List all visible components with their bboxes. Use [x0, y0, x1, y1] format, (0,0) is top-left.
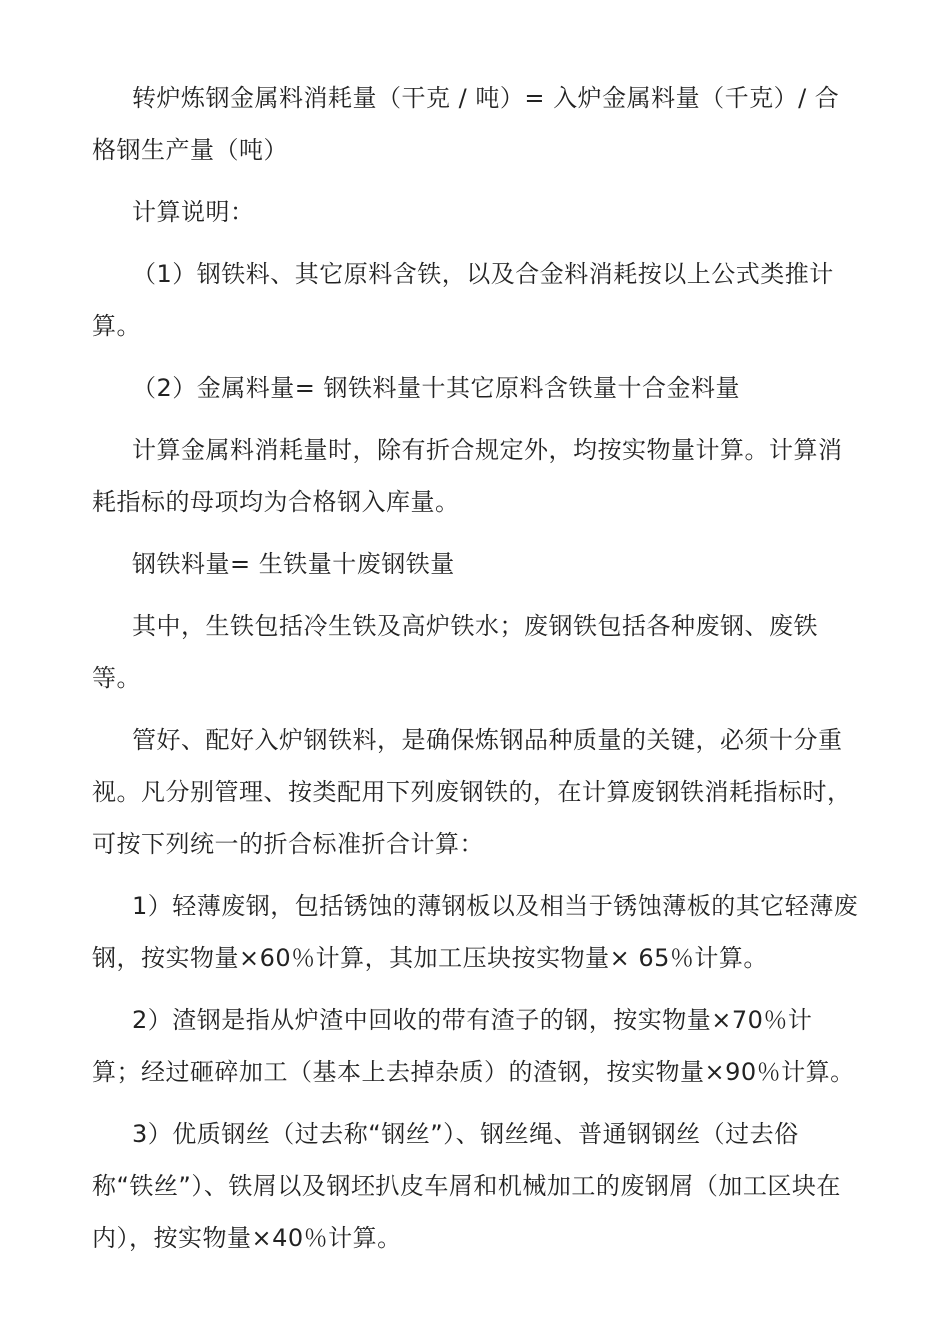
- paragraph-note-1: （1）钢铁料、其它原料含铁，以及合金料消耗按以上公式类推计算。: [92, 260, 834, 340]
- document-page: [92, 72, 860, 1264]
- paragraph-note-2: （2）金属料量= 钢铁料量十其它原料含铁量十合金料量: [132, 374, 741, 402]
- paragraph-item-2: 2）渣钢是指从炉渣中回收的带有渣子的钢，按实物量×70％计算；经过砸碎加工（基本上去掉杂质）的渣钢，按实物量×90％计算。: [92, 1006, 855, 1086]
- paragraph-conversion-intro: 管好、配好入炉钢铁料，是确保炼钢品种质量的关键，必须十分重视。凡分别管理、按类配用下列废钢铁的，在计算废钢铁消耗指标时，可按下列统一的折合标准折合计算：: [92, 726, 852, 858]
- paragraph-steel-iron-formula: 钢铁料量= 生铁量十废钢铁量: [132, 550, 455, 578]
- paragraph-item-3: 3）优质钢丝（过去称“钢丝”）、钢丝绳、普通钢钢丝（过去俗称“铁丝”）、铁屑以及钢坯扒皮车屑和机械加工的废钢屑（加工区块在内），按实物量×40％计算。: [92, 1120, 841, 1252]
- paragraph-pig-iron-definition: 其中，生铁包括冷生铁及高炉铁水；废钢铁包括各种废钢、废铁等。: [92, 612, 818, 692]
- paragraph-calc-rule: 计算金属料消耗量时，除有折合规定外，均按实物量计算。计算消耗指标的母项均为合格钢入库量。: [92, 436, 843, 516]
- paragraph-item-1: 1）轻薄废钢，包括锈蚀的薄钢板以及相当于锈蚀薄板的其它轻薄废钢，按实物量×60％计算，其加工压块按实物量× 65％计算。: [92, 892, 859, 972]
- paragraph-formula: 转炉炼钢金属料消耗量（干克 / 吨）= 入炉金属料量（千克）/ 合格钢生产量（吨）: [92, 84, 840, 164]
- paragraph-calc-notes-heading: 计算说明：: [132, 198, 255, 226]
